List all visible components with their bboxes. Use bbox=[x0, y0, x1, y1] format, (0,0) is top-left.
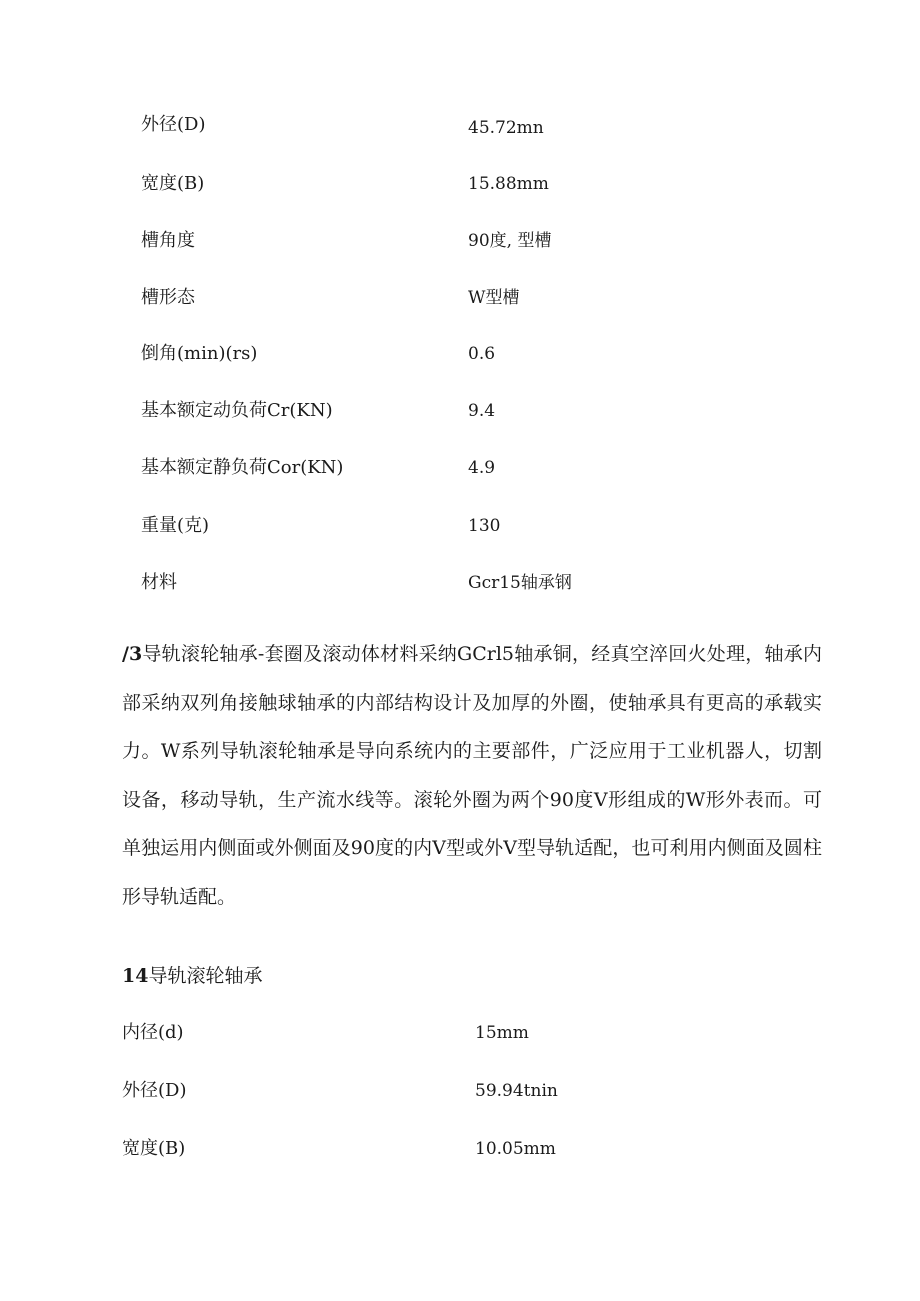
spec-row bbox=[0, 570, 920, 600]
spec-label: 基本额定静负荷Cor(KN) bbox=[141, 457, 344, 478]
spec-row bbox=[0, 513, 920, 543]
spec-value: 10.05mm bbox=[475, 1139, 556, 1159]
spec-label: 外径(D) bbox=[122, 1080, 187, 1101]
spec-value: 130 bbox=[468, 516, 501, 536]
paragraph-prefix: /3 bbox=[122, 643, 143, 665]
spec-row bbox=[0, 341, 920, 371]
section-title: 导轨滚轮轴承 bbox=[148, 965, 263, 987]
spec-row bbox=[0, 171, 920, 201]
spec-value: 9.4 bbox=[468, 401, 496, 421]
spec-label: 槽角度 bbox=[141, 230, 195, 251]
spec-row bbox=[0, 112, 920, 142]
description-paragraph bbox=[122, 630, 822, 921]
spec-row bbox=[0, 228, 920, 258]
spec-value: 45.72mn bbox=[468, 118, 544, 138]
spec-label: 基本额定动负荷Cr(KN) bbox=[141, 400, 333, 421]
spec-value: 59.94tnin bbox=[475, 1081, 558, 1101]
section-number: 14 bbox=[122, 965, 149, 987]
spec-label: 倒角(min)(rs) bbox=[141, 343, 258, 364]
spec-row bbox=[0, 1020, 920, 1050]
paragraph-text: 导轨滚轮轴承-套圈及滚动体材料采纳GCrl5轴承铜，经真空淬回火处理，轴承内部采纳双列角接触球轴承的内部结构设计及加厚的外圈，使轴承具有更高的承载实力。W系列导轨滚轮轴承是导向系统内的主要部件，广泛应用于工业机器人，切割设备，移动导轨，生产流水线等。滚轮外圈为两个90度V形组成的W形外表而。可单独运用内侧面或外侧面及90度的内V型或外V型导轨适配，也可利用内侧面及圆柱形导轨适配。 bbox=[122, 643, 822, 908]
spec-value: 0.6 bbox=[468, 344, 496, 364]
spec-label: 宽度(B) bbox=[141, 173, 205, 194]
spec-label: 重量(克) bbox=[141, 515, 210, 536]
spec-value: Gcr15轴承钢 bbox=[468, 573, 572, 593]
spec-row bbox=[0, 1078, 920, 1108]
spec-value: 15.88mm bbox=[468, 174, 549, 194]
spec-label: 材料 bbox=[141, 572, 177, 593]
spec-row bbox=[0, 455, 920, 485]
spec-value: 15mm bbox=[475, 1023, 529, 1043]
spec-row bbox=[0, 398, 920, 428]
spec-row bbox=[0, 1136, 920, 1166]
spec-value: 4.9 bbox=[468, 458, 496, 478]
spec-label: 宽度(B) bbox=[122, 1138, 186, 1159]
spec-label: 外径(D) bbox=[141, 114, 206, 135]
spec-label: 槽形态 bbox=[141, 287, 195, 308]
spec-label: 内径(d) bbox=[122, 1022, 184, 1043]
spec-row bbox=[0, 285, 920, 315]
spec-value: W型槽 bbox=[468, 288, 520, 308]
section-heading bbox=[122, 962, 262, 990]
spec-value: 90度, 型槽 bbox=[468, 231, 552, 251]
